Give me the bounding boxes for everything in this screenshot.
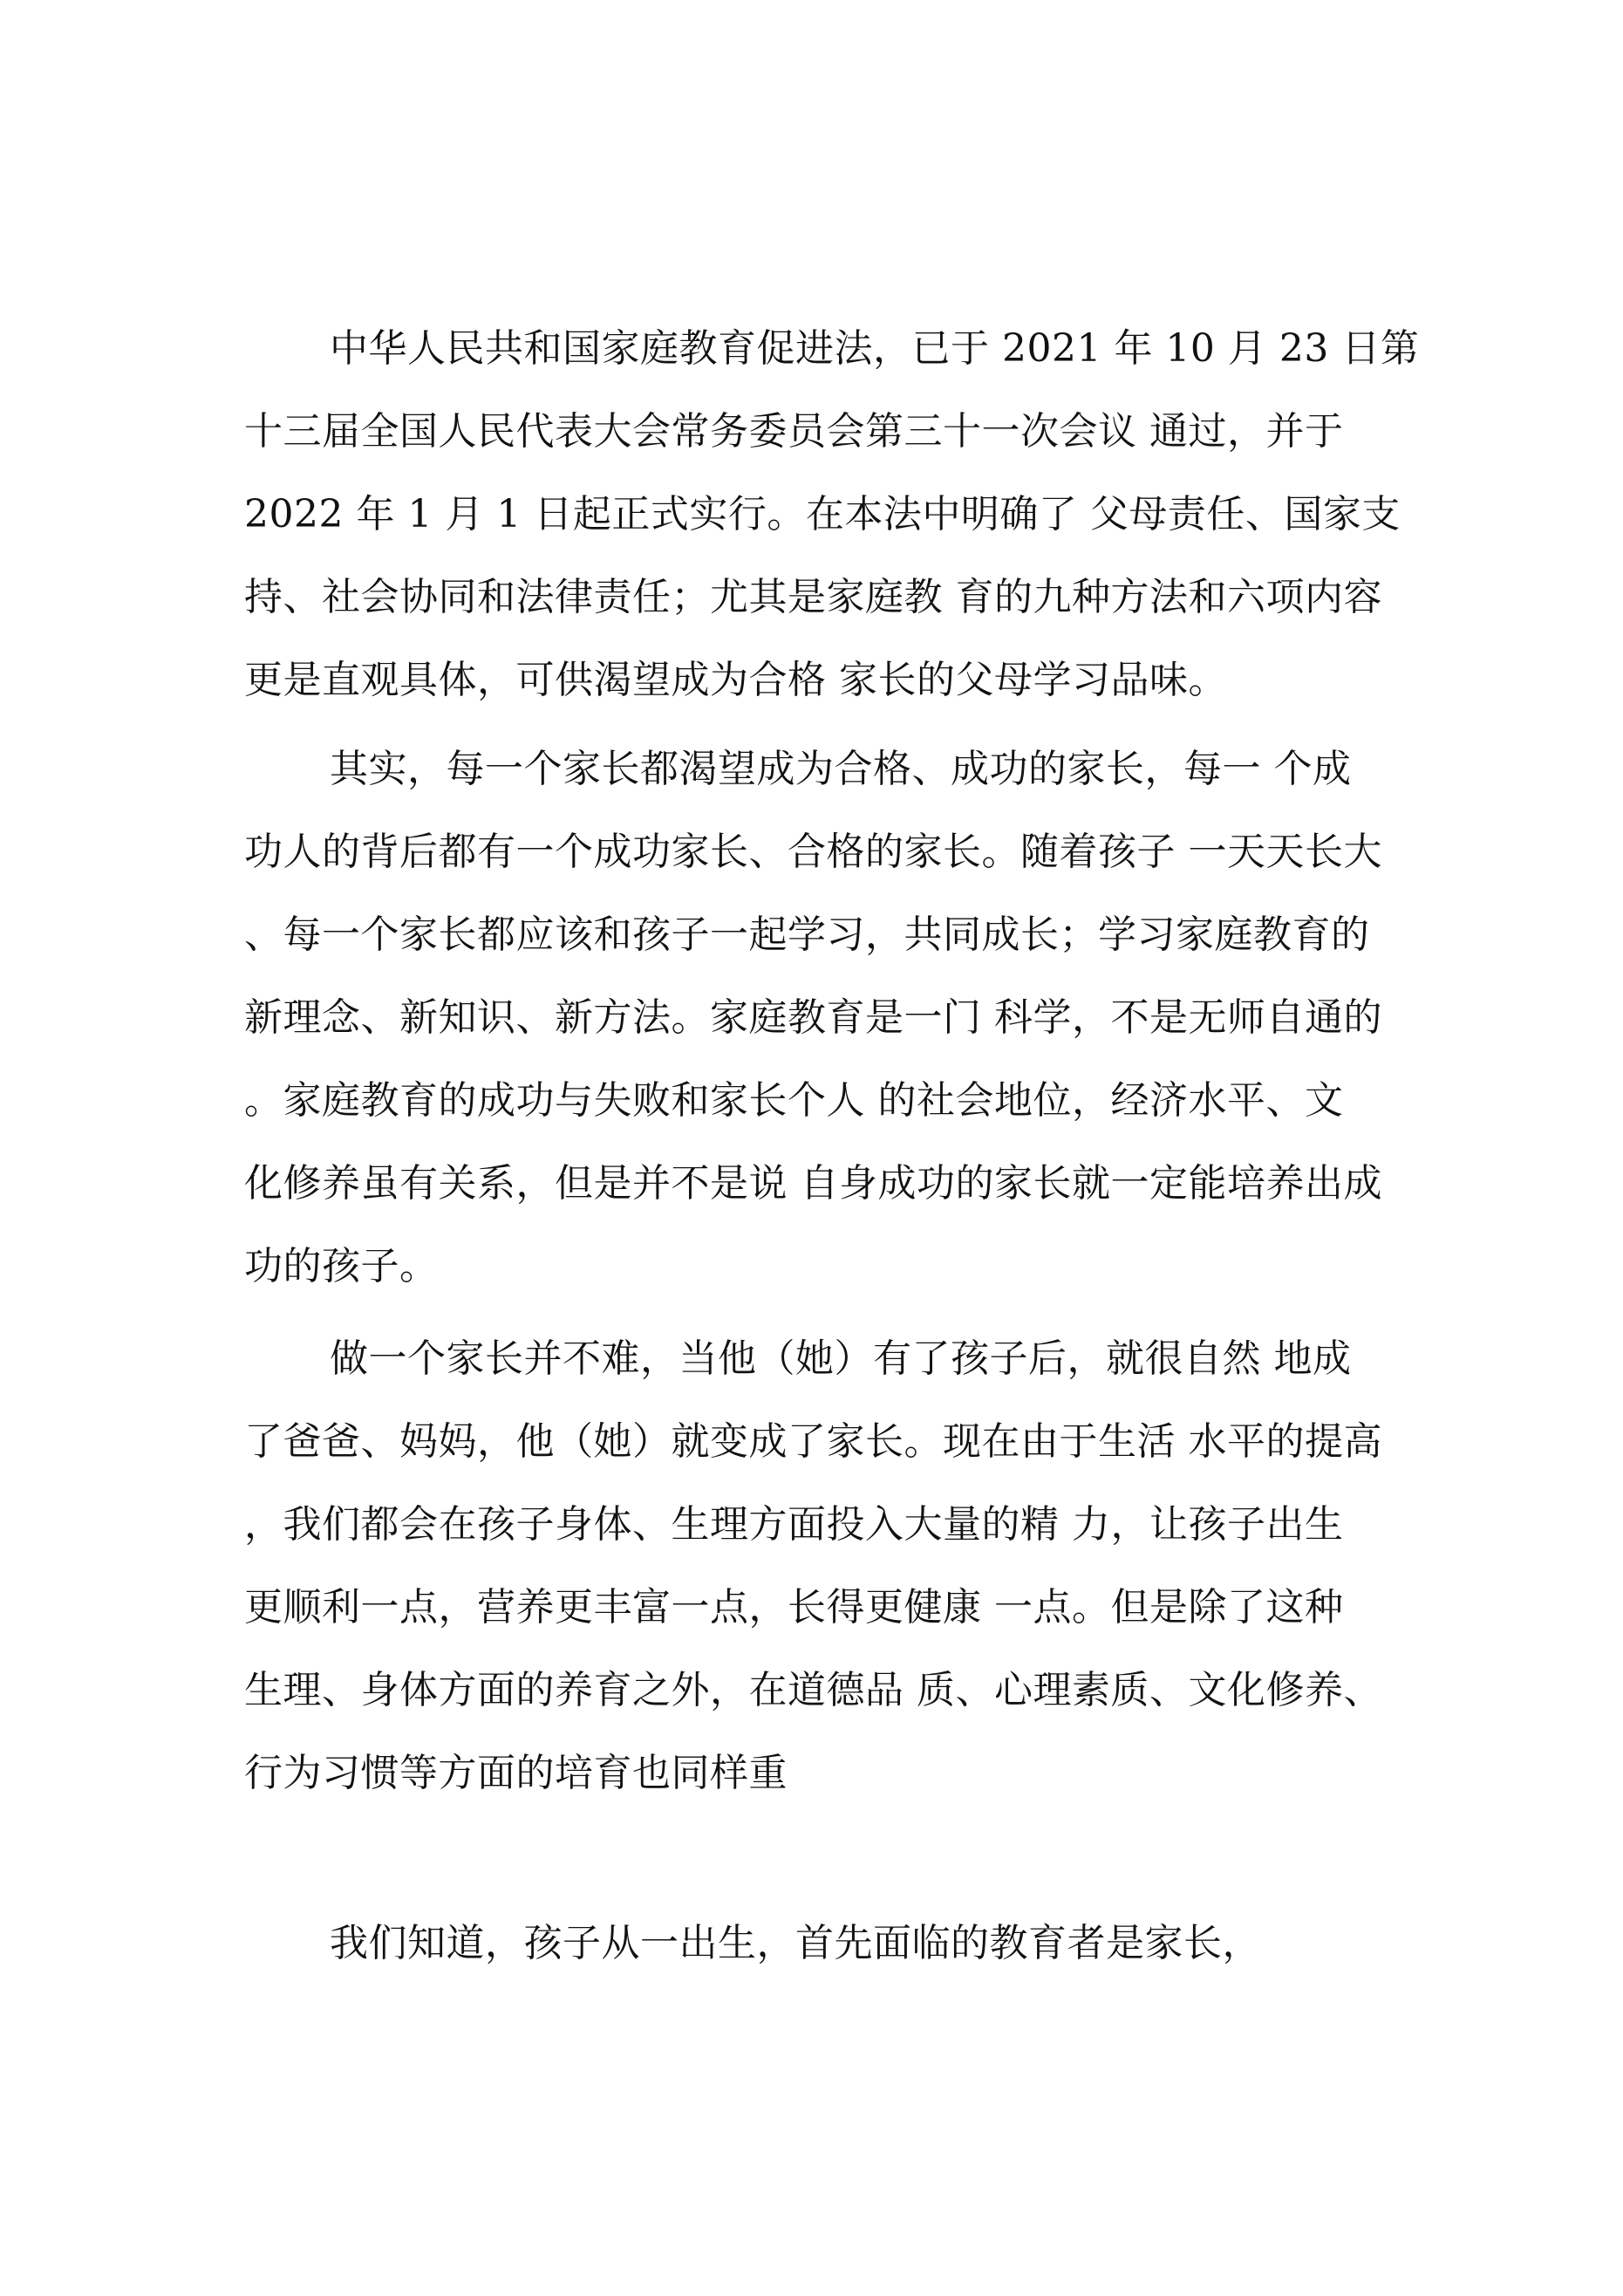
paragraph-2-line-5: 。家庭教育的成功与失败和家长个人 的社会地位，经济水平、文 [244,1078,1344,1123]
paragraph-3-line-5: 生理、身体方面的养育之外，在道德品 质、心理素质、文化修养、 [244,1668,1382,1712]
paragraph-2-line-2: 功人的背后都有一个成功家长、合格的家长。随着孩子 一天天长大 [244,830,1382,874]
paragraph-2-line-3: 、每一个家长都应该和孩子一起学习，共同成长；学习家庭教育的 [244,912,1370,957]
paragraph-2-line-7: 功的孩子。 [244,1244,439,1288]
paragraph-3-line-1: 做一个家长并不难，当他（她）有了孩子后，就很自然 地成 [330,1336,1352,1381]
paragraph-3-line-6: 行为习惯等方面的培育也同样重 [244,1751,788,1795]
paragraph-4-line-1: 我们知道，孩子从一出生，首先面临的教育者是家长， [330,1921,1261,1965]
paragraph-1-line-3: 2022 年 1 月 1 日起正式实行。在本法中明确了 父母责任、国家支 [244,492,1401,536]
paragraph-2-line-1: 其实，每一个家长都渴望成为合格、成功的家长，每一 个成 [330,747,1352,791]
paragraph-1-line-2: 十三届全国人民代表大会常务委员会第三十一次会议 通过，并于 [244,409,1344,454]
paragraph-3-line-2: 了爸爸、妈妈，他（她）就变成了家长。现在由于生活 水平的提高 [244,1419,1382,1464]
paragraph-3-line-4: 更顺利一点，营养更丰富一点，长得更健康 一点。但是除了这种 [244,1585,1344,1630]
paragraph-2-line-6: 化修养虽有关系，但是并不是说 自身成功的家长就一定能培养出成 [244,1161,1382,1206]
paragraph-1-line-4: 持、社会协同和法律责任；尤其是家庭教 育的九种方法和六项内容 [244,575,1382,619]
paragraph-3-line-3: ，我们都会在孩子身体、生理方面投入大量的精 力，让孩子出生 [244,1502,1344,1547]
paragraph-2-line-4: 新理念、新知识、新方法。家庭教育是一门 科学，不是无师自通的 [244,995,1382,1040]
paragraph-1-line-5: 更是直观具体，可供渴望成为合格 家长的父母学习品味。 [244,658,1227,702]
paragraph-1-line-1: 中华人民共和国家庭教育促进法，已于 2021 年 10 月 23 日第 [330,326,1420,371]
